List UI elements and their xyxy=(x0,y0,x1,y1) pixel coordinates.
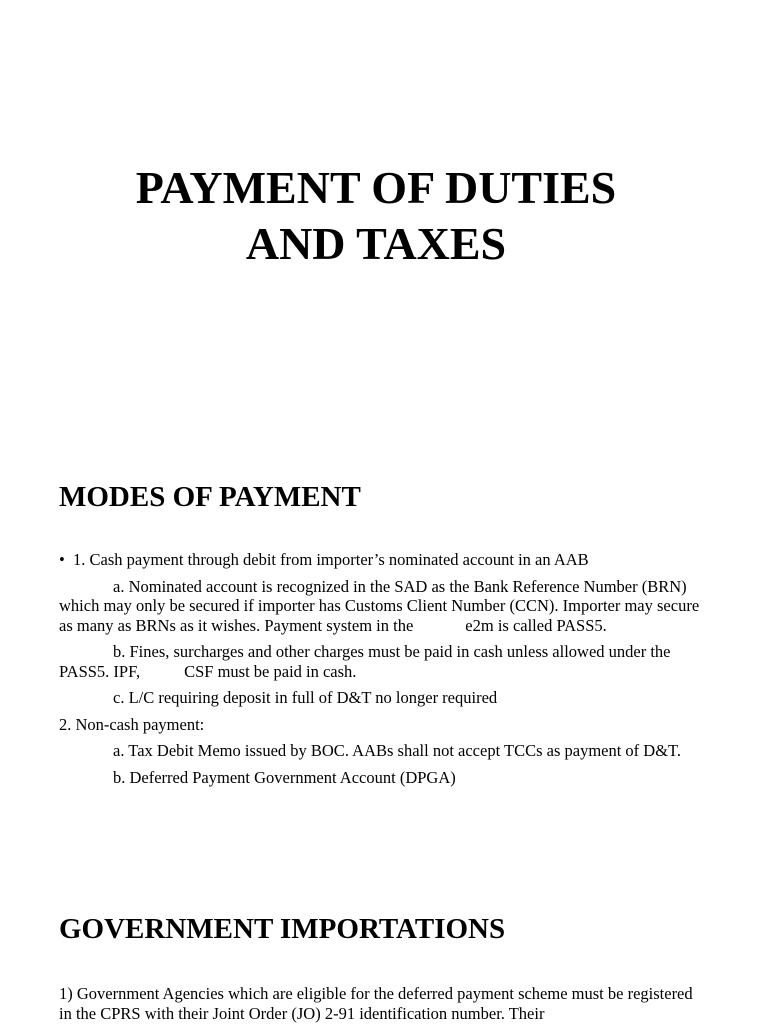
sub-item-fines-surcharges xyxy=(59,642,709,681)
section-heading-modes-of-payment: MODES OF PAYMENT xyxy=(59,481,361,513)
sub-item-dpga: b. Deferred Payment Government Account (DPGA) xyxy=(113,767,456,787)
bullet-icon: • xyxy=(59,550,65,569)
sub-item-text-part-2: CSF must be paid in cash. xyxy=(184,661,357,681)
sub-item-tax-debit-memo: a. Tax Debit Memo issued by BOC. AABs shall not accept TCCs as payment of D&T. xyxy=(113,741,682,760)
sub-item-text-part-1: b. Fines, surcharges and other charges must be paid in cash unless allowed under the PASS5. IPF, xyxy=(59,642,671,681)
government-importations-body xyxy=(59,984,709,1024)
sub-item-text-part-2: e2m is called PASS5. xyxy=(465,615,607,635)
list-item-cash-payment xyxy=(59,550,709,570)
list-item-text: 1. Cash payment through debit from importer’s nominated account in an AAB xyxy=(73,550,589,569)
list-item-government-agencies: 1) Government Agencies which are eligible for the deferred payment scheme must be registered in the CPRS with their Joint Order (JO) 2-91 identification number. Their xyxy=(59,984,693,1023)
list-item-non-cash-payment: 2. Non-cash payment: xyxy=(59,714,205,734)
page-title-line-2: AND TAXES xyxy=(245,218,507,269)
section-heading-government-importations: GOVERNMENT IMPORTATIONS xyxy=(59,913,506,945)
sub-item-nominated-account xyxy=(59,577,709,636)
sub-item-lc-deposit: c. L/C requiring deposit in full of D&T no longer required xyxy=(113,688,498,707)
page-title-line-1: PAYMENT OF DUTIES xyxy=(135,162,617,213)
modes-of-payment-body xyxy=(59,550,709,794)
sub-item-text-part-1: a. Nominated account is recognized in the SAD as the Bank Reference Number (BRN) which may only be secured if importer has Customs Client Number (CCN). Importer may secure as many as BRNs as it wishes. Payment system in the xyxy=(59,576,700,635)
page-title xyxy=(0,160,752,272)
